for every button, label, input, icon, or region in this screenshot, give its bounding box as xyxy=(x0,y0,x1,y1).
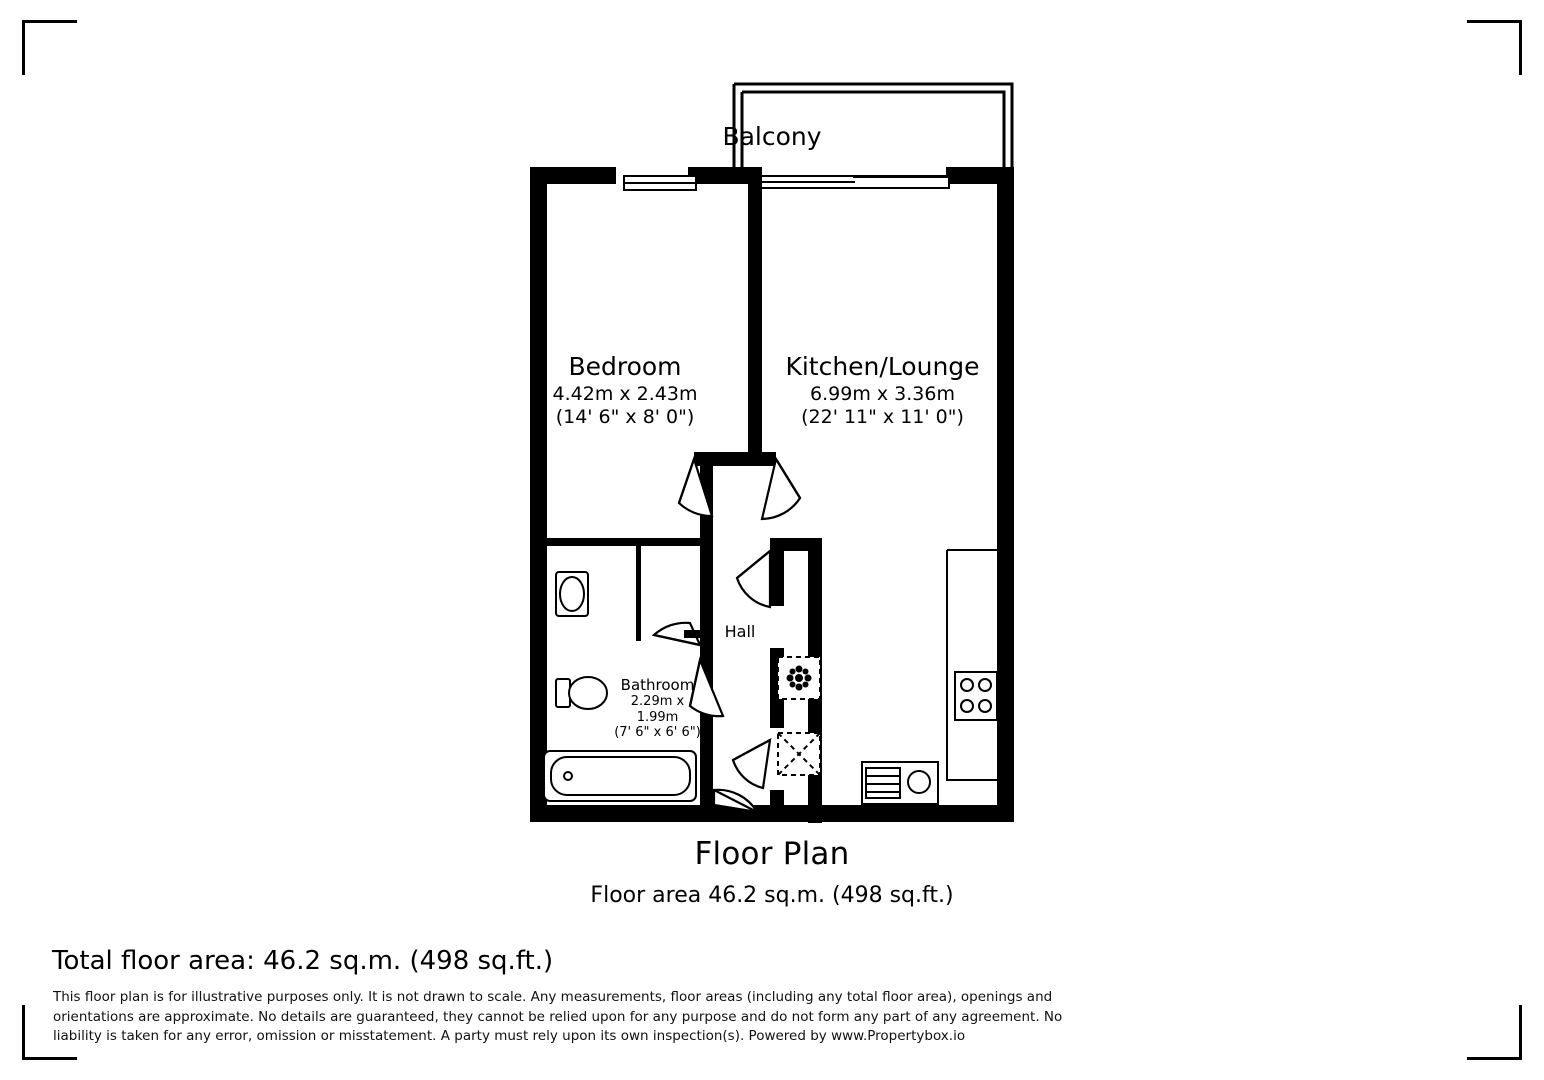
title-block xyxy=(0,836,1544,908)
bedroom-dims-imperial: (14' 6" x 8' 0") xyxy=(555,405,695,428)
room-label-hall xyxy=(660,622,820,642)
corner-mark-bottom-right xyxy=(1467,1005,1522,1060)
room-label-balcony xyxy=(0,122,1544,153)
kitchen-sink-icon xyxy=(862,762,938,804)
bathroom-dims-metric-line2: 1.99m xyxy=(636,709,679,725)
kitchen-lounge-dims-metric: 6.99m x 3.36m xyxy=(810,382,955,405)
room-label-kitchen-lounge xyxy=(710,352,1055,429)
disclaimer-text: This floor plan is for illustrative purposes only. It is not drawn to scale. Any measurements, floor areas (including any total floor area), openings and orientations are approximate. No details are guaranteed, they cannot be relied upon for any purpose and do not form any part of any agreement. No liability is taken for any error, omission or misstatement. A party must rely upon its own inspection(s). Powered by www.Propertybox.io xyxy=(53,989,1063,1045)
room-label-bathroom xyxy=(565,676,750,741)
bathroom-name: Bathroom xyxy=(620,676,695,694)
bathroom-dims-metric-line1: 2.29m x xyxy=(630,694,685,710)
bedroom-dims-metric: 4.42m x 2.43m xyxy=(552,382,698,405)
kitchen-lounge-dims-imperial: (22' 11" x 11' 0") xyxy=(801,405,964,428)
bath-tub-icon xyxy=(544,751,696,801)
wash-basin-icon xyxy=(556,572,588,616)
kitchen-worktop xyxy=(947,550,997,780)
door-kitchen xyxy=(762,459,800,519)
bathroom-dims-imperial: (7' 6" x 6' 6") xyxy=(614,725,701,741)
hall-name: Hall xyxy=(724,622,756,641)
door-entrance xyxy=(733,740,770,788)
floor-area-caption: Floor area 46.2 sq.m. (498 sq.ft.) xyxy=(590,883,954,908)
bedroom-window xyxy=(624,176,696,190)
kitchen-lounge-name: Kitchen/Lounge xyxy=(785,352,980,381)
total-floor-area: Total floor area: 46.2 sq.m. (498 sq.ft.) xyxy=(52,946,554,976)
bedroom-name: Bedroom xyxy=(568,352,682,381)
balcony-sliding-doors xyxy=(757,176,949,188)
hob-icon xyxy=(955,672,997,720)
balcony-name: Balcony xyxy=(722,122,822,151)
door-hall-cupboard xyxy=(737,551,770,607)
page-title: Floor Plan xyxy=(694,836,850,872)
washing-machine-icon xyxy=(778,733,820,775)
